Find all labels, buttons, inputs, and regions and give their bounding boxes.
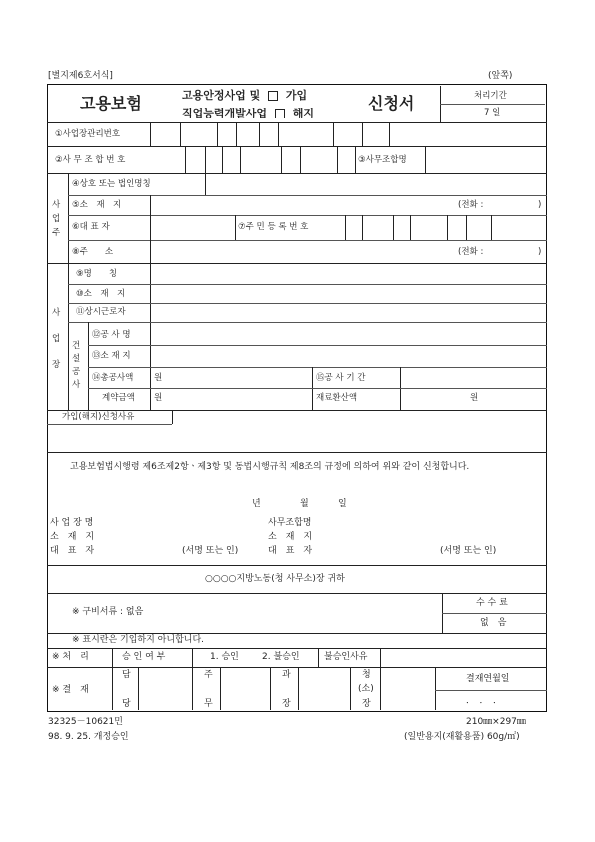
footer-paper-size: 210㎜×297㎜ <box>466 717 526 727</box>
approval-c2-bottom: 무 <box>204 699 213 709</box>
fee-value: 없 음 <box>480 618 507 628</box>
office-name-label: ③사무조합명 <box>358 155 407 165</box>
company-name-label: ④상호 또는 법인명칭 <box>72 179 151 189</box>
sig-left-sign-note: (서명 또는 인) <box>182 546 239 556</box>
resident-no-field-3[interactable] <box>466 215 492 240</box>
contract-amount-unit: 원 <box>154 393 163 403</box>
representative-label: ⑥대 표 자 <box>72 222 110 232</box>
footer-approval-date: 98. 9. 25. 개정승인 <box>48 732 129 742</box>
approval-date-value: ． ． ． <box>466 696 503 706</box>
resident-no-label: ⑦주 민 등 록 번 호 <box>238 222 309 232</box>
sig-office-rep-label: 대 표 자 <box>268 546 313 556</box>
workplace-group-label <box>52 300 69 378</box>
page-side-label: (앞쪽) <box>488 71 513 81</box>
approval-c3-bottom: 장 <box>282 699 291 709</box>
date-month-label: 월 <box>300 499 309 509</box>
sig-office-location-label: 소 재 지 <box>268 532 313 542</box>
sig-right-sign-note: (서명 또는 인) <box>440 546 497 556</box>
approval-label: ※ 결 재 <box>52 685 89 695</box>
construction-group-label <box>72 340 82 392</box>
processing-label: ※ 처 리 <box>52 652 89 662</box>
title-right: 신청서 <box>368 94 415 113</box>
approval-c2-top: 주 <box>204 670 213 680</box>
title-middle-line2-text: 직업능력개발사업 <box>182 108 268 118</box>
approval-c1-top: 담 <box>122 670 131 680</box>
office-no-field-1[interactable] <box>205 146 223 173</box>
employer-group-label <box>52 198 62 240</box>
sig-office-name-label: 사무조합명 <box>268 518 312 528</box>
employer-phone-label: (전화 : <box>458 200 484 210</box>
title-join-label: 가입 <box>285 89 308 102</box>
biz-mgmt-no-field-2[interactable] <box>236 122 260 146</box>
address-phone-label: (전화 : <box>458 247 484 257</box>
approval-status-label: 승 인 여 부 <box>122 652 166 662</box>
reject-reason-label: 불승인사유 <box>324 652 368 662</box>
approval-date-label: 결재연월일 <box>466 674 510 684</box>
employer-group-text: 사업주 <box>52 200 61 238</box>
biz-mgmt-no-label: ①사업장관리번호 <box>55 129 121 139</box>
title-middle-line1-text: 고용안정사업 및 <box>182 89 261 102</box>
title-terminate-label: 해지 <box>292 108 314 118</box>
approval-c4-bottom: 장 <box>362 699 371 709</box>
approval-c4-top: 청 <box>362 670 371 680</box>
addressee: ○○○○지방노동(청 사무소)장 귀하 <box>205 574 345 584</box>
title-left: 고용보험 <box>80 94 142 113</box>
contract-amount-label: 계약금액 <box>102 393 135 403</box>
fee-label: 수 수 료 <box>476 598 508 608</box>
footer-paper-type: (일반용지(재활용품) 60g/㎡) <box>404 732 520 742</box>
project-location-label: ⑬소 재 지 <box>92 351 131 361</box>
project-period-label: ⑮공 사 기 간 <box>316 373 366 383</box>
address-phone-end: ) <box>538 247 542 257</box>
biz-mgmt-no-field-3[interactable] <box>278 122 334 146</box>
office-no-label: ②사 무 조 합 번 호 <box>55 155 126 165</box>
date-year-label: 년 <box>252 499 261 509</box>
required-docs: ※ 구비서류 : 없음 <box>72 607 144 617</box>
reason-label: 가입(해지)신청사유 <box>62 412 135 422</box>
approval-c1-bottom: 당 <box>122 699 131 709</box>
sig-workplace-rep-label: 대 표 자 <box>50 546 95 556</box>
approval-c4-middle: (소) <box>358 684 374 694</box>
date-day-label: 일 <box>338 499 347 509</box>
office-no-field-3[interactable] <box>300 146 338 173</box>
sig-workplace-name-label: 사 업 장 명 <box>50 518 94 528</box>
project-name-label: ⑫공 사 명 <box>92 330 131 340</box>
total-cost-label: ⑭총공사액 <box>92 373 134 383</box>
title-middle-line1 <box>182 90 307 101</box>
footer-form-code: 32325－10621민 <box>48 717 123 727</box>
sig-workplace-location-label: 소 재 지 <box>50 532 95 542</box>
title-middle-line2 <box>182 108 314 118</box>
material-value-unit: 원 <box>470 393 479 403</box>
employer-location-label: ⑤소 재 지 <box>72 200 122 210</box>
material-value-label: 재료환산액 <box>316 393 358 403</box>
address-label: ⑧주 소 <box>72 247 114 257</box>
approval-c3-top: 과 <box>282 670 291 680</box>
processing-period-value: 7 일 <box>484 108 501 118</box>
reject-option[interactable]: 2. 불승인 <box>262 652 300 662</box>
biz-mgmt-no-field-4[interactable] <box>362 122 390 146</box>
workplace-location-label: ⑩소 재 지 <box>76 289 126 299</box>
statement-text: 고용보험법시행령 제6조제2항ㆍ제3항 및 동법시행규칙 제8조의 규정에 의하여 위와 같이 신청합니다. <box>70 462 470 472</box>
construction-group-text: 건설공사 <box>72 341 81 390</box>
form-number: [별지제6호서식] <box>48 71 113 81</box>
processing-period-label: 처리기간 <box>474 91 507 101</box>
office-no-field-2[interactable] <box>240 146 282 173</box>
workplace-group-text: 사 업 장 <box>52 308 69 370</box>
regular-workers-label: ⑪상시근로자 <box>76 307 126 317</box>
approve-option[interactable]: 1. 승인 <box>210 652 239 662</box>
join-checkbox[interactable] <box>268 91 278 101</box>
resident-no-field-1[interactable] <box>362 215 394 240</box>
total-cost-unit: 원 <box>154 373 163 383</box>
biz-mgmt-no-field-1[interactable] <box>180 122 218 146</box>
resident-no-field-2[interactable] <box>410 215 448 240</box>
terminate-checkbox[interactable] <box>275 109 285 118</box>
employer-phone-end: ) <box>538 200 542 210</box>
notice-text: ※ 표시란은 기입하지 아니합니다. <box>72 635 205 645</box>
workplace-name-label: ⑨명 칭 <box>76 269 118 279</box>
